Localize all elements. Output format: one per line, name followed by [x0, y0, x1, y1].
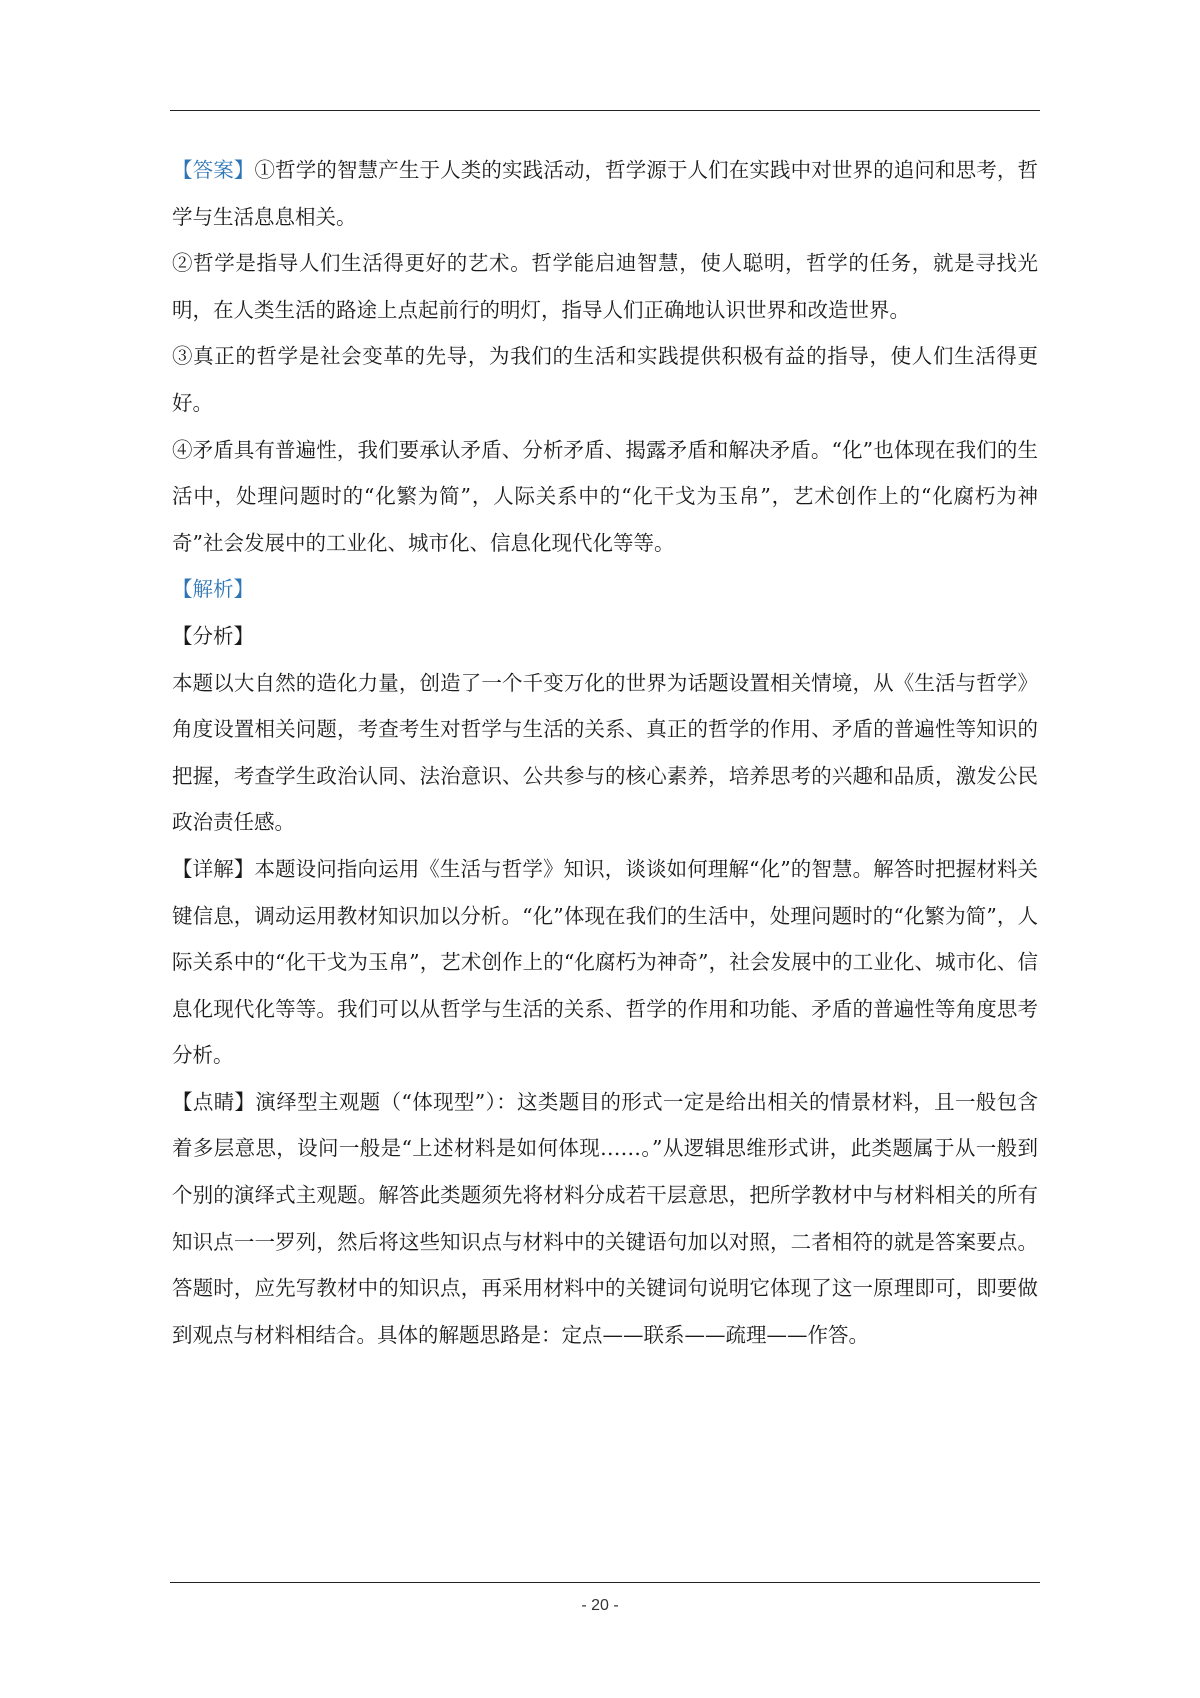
- fenxi-paragraph: 本题以大自然的造化力量，创造了一个千变万化的世界为话题设置相关情境，从《生活与哲学》角度设置相关问题，考查考生对哲学与生活的关系、真正的哲学的作用、矛盾的普遍性等知识的把握，考查学生政治认同、法治意识、公共参与的核心素养，培养思考的兴趣和品质，激发公民政治责任感。: [172, 670, 1038, 835]
- answer-paragraph-4: ④矛盾具有普遍性，我们要承认矛盾、分析矛盾、揭露矛盾和解决矛盾。“化”也体现在我们的生活中，处理问题时的“化繁为简”，人际关系中的“化干戈为玉帛”，艺术创作上的“化腐朽为神奇”社会发展中的工业化、城市化、信息化现代化等等。: [172, 437, 1038, 555]
- xiangjie-label: 【详解】: [172, 856, 255, 881]
- header-rule: [170, 110, 1040, 111]
- page-number: - 20 -: [581, 1597, 619, 1614]
- answer-text-1: ①哲学的智慧产生于人类的实践活动，哲学源于人们在实践中对世界的追问和思考，哲学与生活息息相关。: [172, 158, 1039, 229]
- document-body: [172, 147, 1038, 1358]
- xiangjie-text: 本题设问指向运用《生活与哲学》知识，谈谈如何理解“化”的智慧。解答时把握材料关键信息，调动运用教材知识加以分析。“化”体现在我们的生活中，处理问题时的“化繁为简”，人际关系中的“化干戈为玉帛”，艺术创作上的“化腐朽为神奇”，社会发展中的工业化、城市化、信息化现代化等等。我们可以从哲学与生活的关系、哲学的作用和功能、矛盾的普遍性等角度思考分析。: [172, 856, 1038, 1068]
- dianjing-label: 【点睛】: [172, 1089, 256, 1114]
- answer-paragraph-2: ②哲学是指导人们生活得更好的艺术。哲学能启迪智慧，使人聪明，哲学的任务，就是寻找光明，在人类生活的路途上点起前行的明灯，指导人们正确地认识世界和改造世界。: [172, 251, 1038, 322]
- dianjing-text: 演绎型主观题（“体现型”）：这类题目的形式一定是给出相关的情景材料，且一般包含着多层意思，设问一般是“上述材料是如何体现……。”从逻辑思维形式讲，此类题属于从一般到个别的演绎式主观题。解答此类题须先将材料分成若干层意思，把所学教材中与材料相关的所有知识点一一罗列，然后将这些知识点与材料中的关键语句加以对照，二者相符的就是答案要点。答题时，应先写教材中的知识点，再采用材料中的关键词句说明它体现了这一原理即可，即要做到观点与材料相结合。具体的解题思路是：定点——联系——疏理——作答。: [172, 1089, 1039, 1347]
- fenxi-label: 【分析】: [172, 623, 254, 648]
- footer-rule: [170, 1582, 1040, 1583]
- xiangjie-paragraph: [172, 846, 1038, 1079]
- answer-paragraph-1: [172, 147, 1038, 240]
- analysis-label: 【解析】: [172, 577, 254, 602]
- dianjing-paragraph: [172, 1079, 1038, 1359]
- answer-paragraph-3: ③真正的哲学是社会变革的先导，为我们的生活和实践提供积极有益的指导，使人们生活得更好。: [172, 344, 1038, 415]
- answer-label: 【答案】: [172, 158, 255, 182]
